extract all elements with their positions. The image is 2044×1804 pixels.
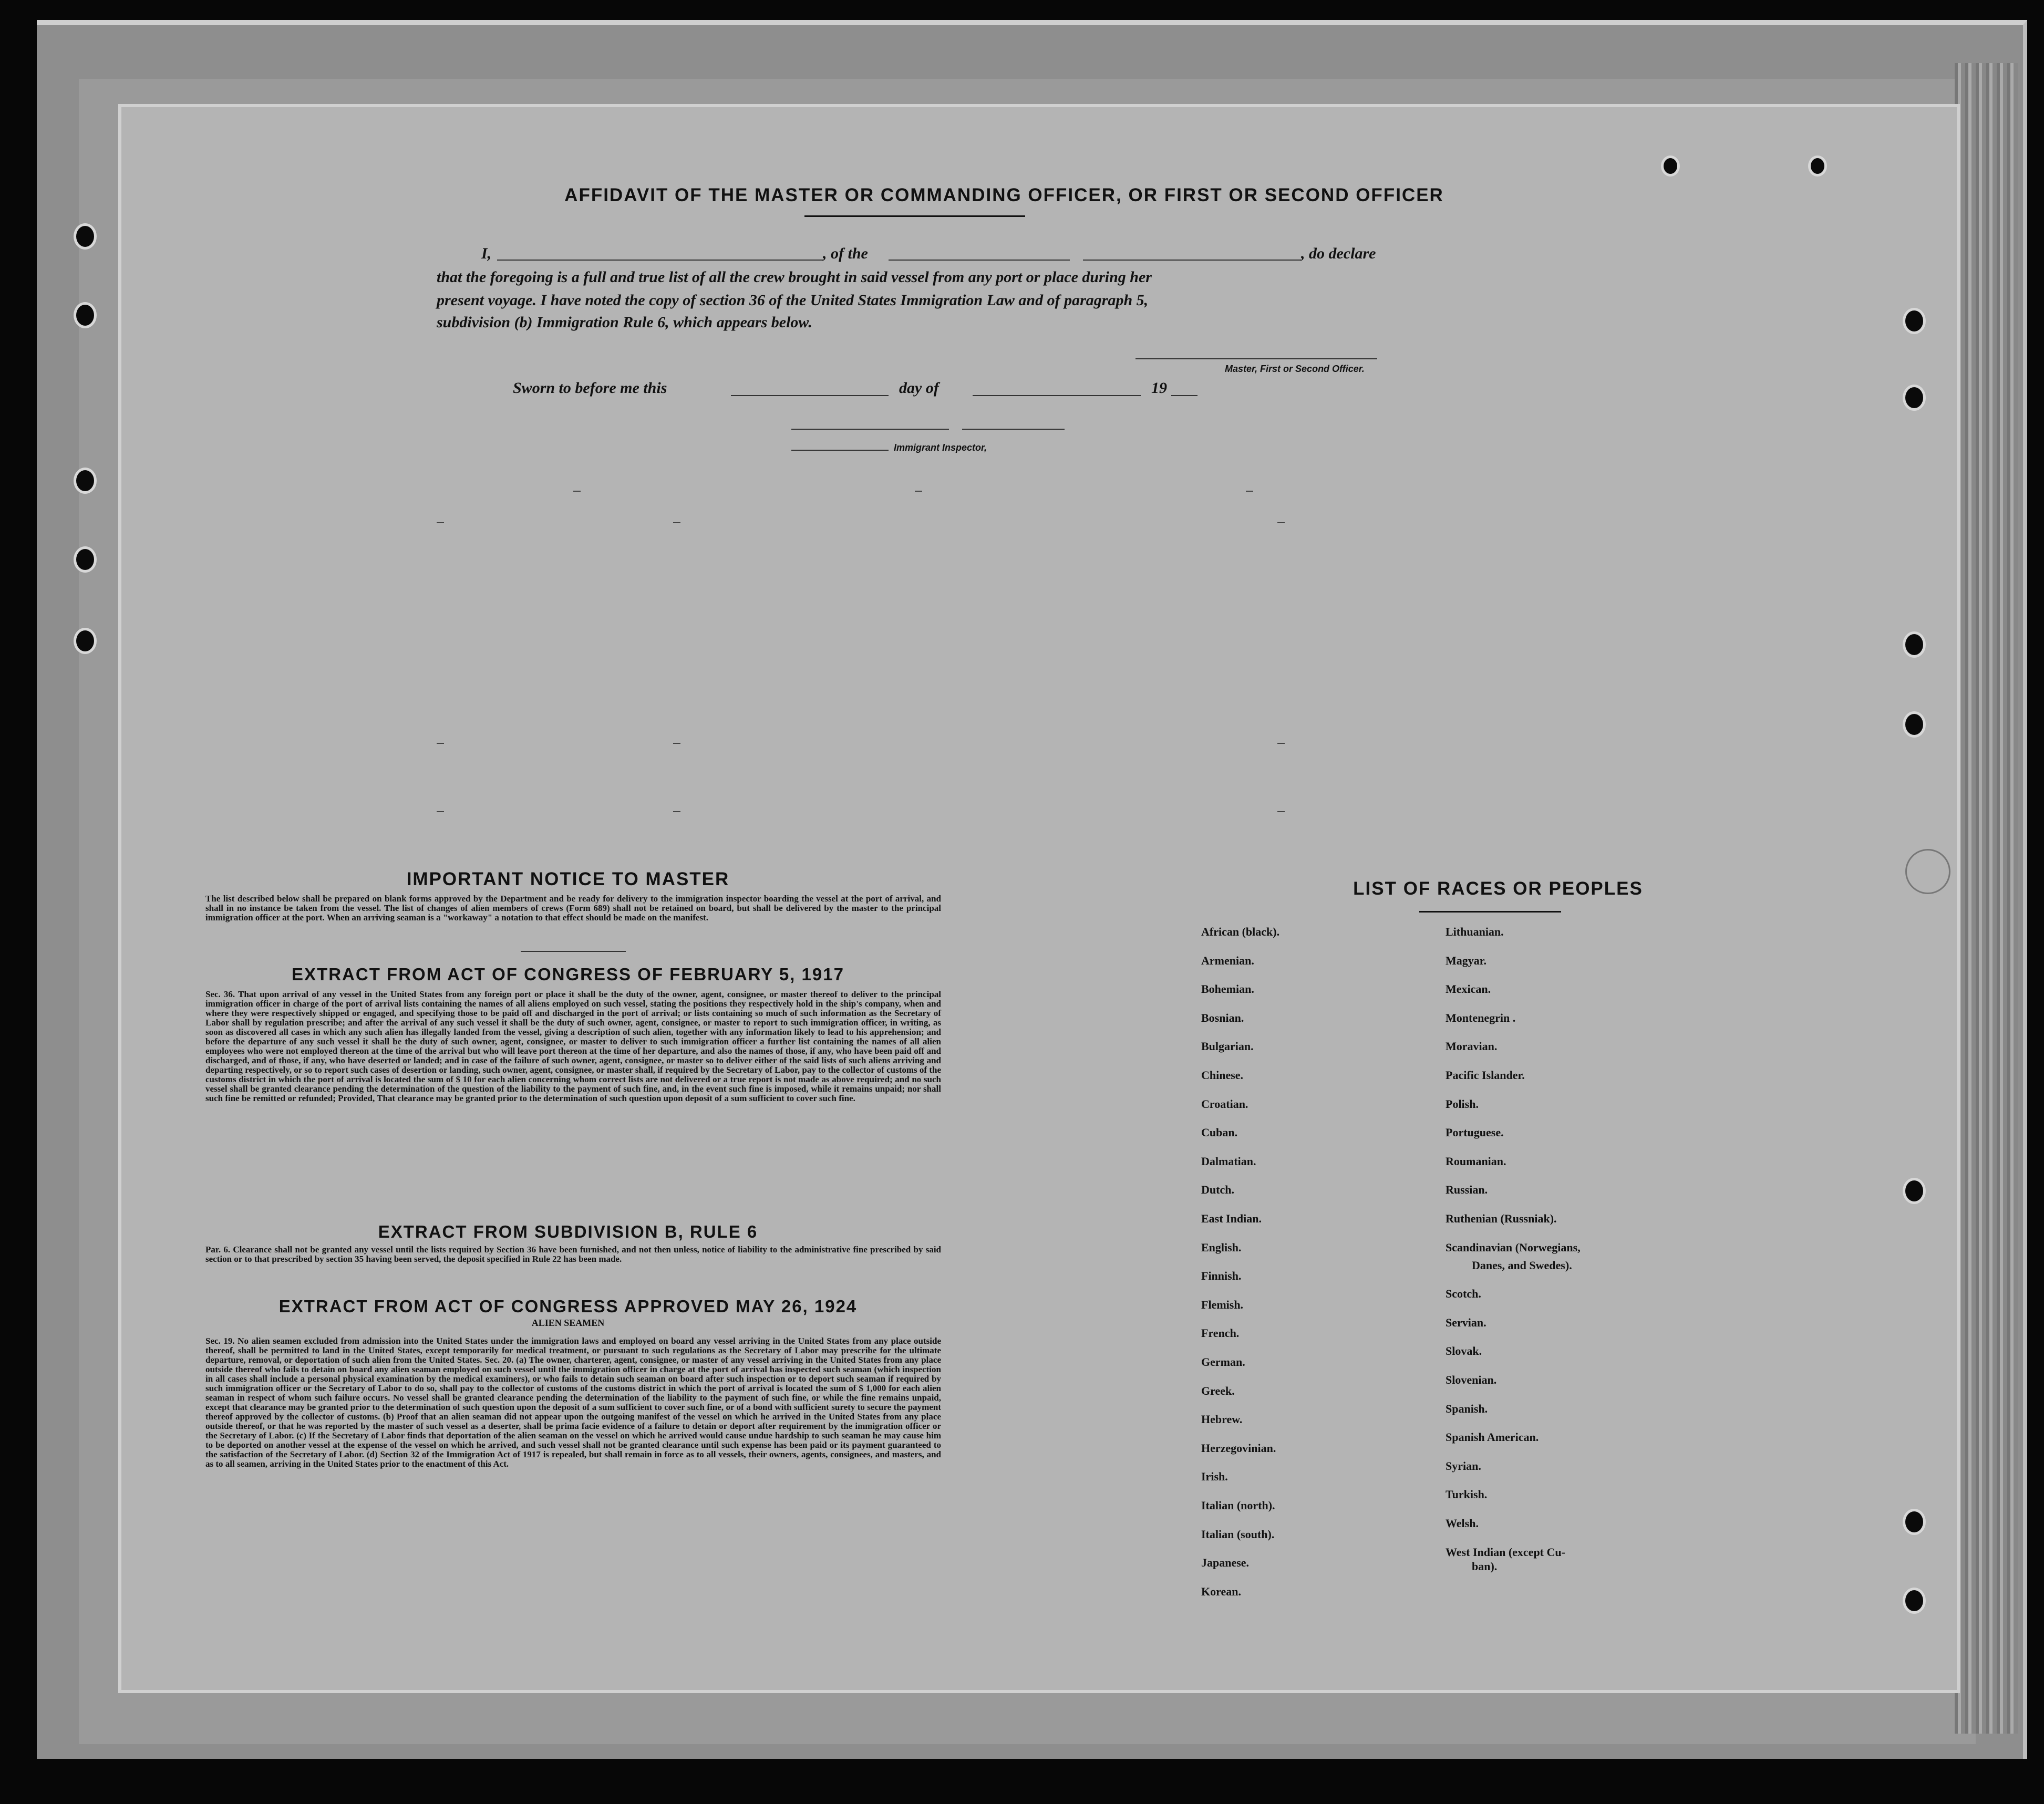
race-item: Portuguese. [1446,1126,1504,1139]
race-item: West Indian (except Cu- [1446,1545,1565,1559]
race-item: Magyar. [1446,953,1487,967]
binder-hole [74,223,97,250]
race-item: Scandinavian (Norwegians, [1446,1240,1581,1254]
year-blank[interactable] [1171,395,1198,396]
extract-1924-text: Sec. 19. No alien seamen excluded from admission into the United States under the immigration laws and employed on board any vessel arriving in the United States from any place outside thereof, shall be permitted to land in the United States, except temporarily for medical treatment, or pursuant to such regulations as the Secretary of Labor may prescribe for the ultimate departure, removal, or deportation of such alien from the United States. Sec. 20. (a) The owner, charterer, agent, consignee, or master of any vessel arriving in the United States from any place outside thereof who fails to detain on board any alien seaman employed on such vessel until the immigration officer in charge at the port of arrival has inspected such seaman (which inspection in all cases shall include a personal physical examination by the medical examiners), or who fails to detain such seaman on board after such inspection or to deport such seaman if required by such immigration officer or the Secretary of Labor to do so, shall pay to the collector of customs of the customs district in which the port of arrival is located the sum of $ 1,000 for each alien seaman in respect of whom such failure occurs. No vessel shall be granted clearance pending the determination of the liability to the payment of such fine, or while the fine remains unpaid, except that clearance may be granted prior to the determination of such question upon the deposit of a sum sufficient to cover such fine, or of a bond with sufficient surety to secure the payment thereof approved by the collector of customs. (b) Proof that an alien seaman did not appear upon the outgoing manifest of the vessel on which he arrived in the United States from any place outside thereof, or that he was reported by the master of such vessel as a deserter, shall be prima facie evidence of a failure to detain or deport after requirement by the immigration officer or the Secretary of Labor. (c) If the Secretary of Labor finds that deportation of the alien seaman on the vessel on which he arrived would cause undue hardship to such seaman he may cause him to be deported on another vessel at the expense of the vessel on which he arrived, and such vessel shall not be granted clearance until such expense has been paid or its payment guaranteed to the satisfaction of the Secretary of Labor. (d) Section 32 of the Immigration Act of 1917 is repealed, but shall remain in force as to all vessels, their owners, agents, consignees, and masters, and as to all seamen, arriving in the United States prior to the enactment of this Act. [205,1336,941,1469]
race-item: Croatian. [1201,1097,1248,1111]
races-title: LIST OF RACES OR PEOPLES [1353,878,1643,899]
race-item: Montenegrin . [1446,1011,1516,1024]
binder-hole [74,628,97,654]
race-item: French. [1201,1326,1240,1340]
title-underline [804,215,1025,217]
race-item: Dalmatian. [1201,1154,1256,1168]
section-divider [521,951,626,952]
bleed-mark [915,491,922,492]
binder-hole-outline [1905,849,1950,894]
extract-rule6-title: EXTRACT FROM SUBDIVISION B, RULE 6 [378,1222,758,1241]
affidavit-line-2: that the foregoing is a full and true list of all the crew brought in said vessel from any port or place during her [437,268,1152,286]
bleed-mark [573,491,581,492]
race-item: Slovak. [1446,1344,1482,1358]
binder-hole [1903,1509,1926,1535]
race-item: Roumanian. [1446,1154,1506,1168]
binder-hole [1903,711,1926,738]
race-item: Servian. [1446,1315,1486,1329]
binder-hole [1903,1178,1926,1204]
form-sheet [118,104,1960,1693]
bleed-mark [1277,811,1285,812]
race-item: Danes, and Swedes). [1472,1258,1572,1272]
race-item: Ruthenian (Russniak). [1446,1212,1557,1225]
inspector-label: Immigrant Inspector, [894,442,987,453]
notice-title: IMPORTANT NOTICE TO MASTER [406,869,730,889]
sworn-text: Sworn to before me this [513,379,667,397]
year-prefix: 19 [1151,379,1167,397]
race-item: Spanish. [1446,1402,1488,1415]
race-item: Pacific Islander. [1446,1069,1525,1082]
extract-1917-title: EXTRACT FROM ACT OF CONGRESS OF FEBRUARY 5, 1917 [292,965,844,984]
month-blank[interactable] [973,395,1141,396]
inspector-line[interactable] [791,429,949,430]
race-item: Scotch. [1446,1287,1481,1301]
race-item: Japanese. [1201,1556,1250,1570]
race-item: Welsh. [1446,1517,1479,1530]
name-blank[interactable] [497,260,823,261]
race-item: Dutch. [1201,1183,1234,1197]
affidavit-declare: , do declare [1301,245,1376,262]
race-item: Mexican. [1446,982,1491,996]
signature-line[interactable] [1135,358,1377,359]
race-item: African (black). [1201,925,1280,938]
race-item: Irish. [1201,1470,1228,1484]
notice-text: The list described below shall be prepared on blank forms approved by the Department and be ready for delivery to the immigration inspector boarding the vessel at the port of arrival, and shall in no instance be taken from the vessel. The list of changes of alien members of crews (Form 689) shall not be retained on board, but shall be delivered by the master to the principal immigration officer at the port. When an arriving seaman is a "workaway" a notation to that effect should be made on the manifest. [205,894,941,922]
day-of-text: day of [899,379,939,397]
bleed-mark [673,522,680,523]
race-item: Bosnian. [1201,1011,1244,1024]
race-item: Bohemian. [1201,982,1254,996]
affidavit-line-3: present voyage. I have noted the copy of section 36 of the United States Immigration Law and of paragraph 5, [437,292,1149,309]
race-item: Flemish. [1201,1298,1244,1311]
vessel-blank[interactable] [889,260,1070,261]
binder-hole [1903,385,1926,411]
affidavit-line-4: subdivision (b) Immigration Rule 6, which appears below. [437,314,812,331]
race-item: Syrian. [1446,1459,1481,1473]
binder-hole [74,546,97,573]
bleed-mark [437,811,444,812]
bleed-mark [437,522,444,523]
race-item: Italian (north). [1201,1499,1275,1512]
race-item: East Indian. [1201,1212,1262,1225]
extract-rule6-text: Par. 6. Clearance shall not be granted any vessel until the lists required by Section 36 have been furnished, and not then unless, notice of liability to the administrative fine prescribed by said section or to that prescribed by section 35 having been served, the deposit specified in Rule 22 has been made. [205,1245,941,1264]
bleed-mark [437,743,444,744]
race-item: Herzegovinian. [1201,1441,1276,1455]
binder-hole [74,302,97,328]
race-item: Cuban. [1201,1126,1238,1139]
race-item: Armenian. [1201,953,1254,967]
page-edges [1955,63,2018,1734]
binder-hole [1808,155,1827,177]
bleed-mark [1277,522,1285,523]
race-item: German. [1201,1355,1245,1368]
affidavit-title: AFFIDAVIT OF THE MASTER OR COMMANDING OFFICER, OR FIRST OR SECOND OFFICER [564,185,1444,205]
race-item: Greek. [1201,1384,1235,1397]
bleed-mark [673,743,680,744]
race-item: Hebrew. [1201,1413,1243,1426]
binder-hole [1661,155,1680,177]
race-item: Slovenian. [1446,1373,1497,1387]
bleed-mark [673,811,680,812]
inspector-line-2[interactable] [962,429,1065,430]
affidavit-i: I, [481,245,492,262]
race-item: Bulgarian. [1201,1040,1254,1053]
signature-label: Master, First or Second Officer. [1225,364,1365,374]
extract-1924-title: EXTRACT FROM ACT OF CONGRESS APPROVED MAY 26, 1924 [278,1297,858,1316]
binder-hole [1903,631,1926,658]
bleed-mark [1277,743,1285,744]
race-item: Turkish. [1446,1488,1488,1501]
race-item: Finnish. [1201,1269,1242,1283]
races-title-underline [1419,911,1561,913]
binder-hole [1903,1588,1926,1614]
race-item: Polish. [1446,1097,1479,1111]
binder-hole [1903,308,1926,334]
sworn-day-blank[interactable] [731,395,889,396]
inspector-line-3[interactable] [791,450,889,451]
race-item: Korean. [1201,1584,1241,1598]
race-item: Russian. [1446,1183,1488,1197]
bleed-mark [1246,491,1253,492]
vessel-blank-2[interactable] [1083,260,1301,261]
extract-1924-subtitle: ALIEN SEAMEN [531,1318,605,1328]
race-item: ban). [1472,1559,1498,1573]
race-item: Spanish American. [1446,1430,1539,1444]
race-item: Italian (south). [1201,1527,1275,1541]
binder-hole [74,468,97,494]
race-item: English. [1201,1240,1242,1254]
race-item: Lithuanian. [1446,925,1504,938]
race-item: Moravian. [1446,1040,1498,1053]
race-item: Chinese. [1201,1069,1244,1082]
affidavit-of-the: , of the [823,245,868,262]
extract-1917-text: Sec. 36. That upon arrival of any vessel in the United States from any foreign port or place it shall be the duty of the owner, agent, consignee, or master thereof to deliver to the principal immigration officer in charge of the port of arrival lists containing the names of all aliens employed on such vessel, stating the positions they respectively hold in the ship's company, when and where they were respectively shipped or engaged, and specifying those to be paid off and discharged in the port of arrival; or lists containing so much of such information as the Secretary of Labor shall by regulation prescribe; and after the arrival of any such vessel it shall be the duty of such owner, agent, consignee, or master to report to such immigration officer, in writing, as soon as discovered all cases in which any such alien has illegally landed from the vessel, giving a description of such alien, together with any information likely to lead to his apprehension; and before the departure of any such vessel it shall be the duty of such owner, agent, consignee, or master to deliver to such immigration officer a further list containing the names of all alien employees who were not employed thereon at the time of the arrival but who will leave port thereon at the time of her departure, and also the names of those, if any, who have been paid off and discharged, and of those, if any, who have deserted or landed; and in case of the failure of such owner, agent, consignee, or master so to deliver either of the said lists of such aliens arriving and departing respectively, or so to report such cases of desertion or landing, such owner, agent, consignee, or master shall, if required by the Secretary of Labor, pay to the collector of customs of the customs district in which the port of arrival is located the sum of $ 10 for each alien concerning whom correct lists are not delivered or a true report is not made as above required; and no such vessel shall be granted clearance pending the determination of the question of the liability to the payment of such fine, and, in the event such fine is imposed, while it remains unpaid; nor shall such fine be remitted or refunded; Provided, That clearance may be granted prior to the determination of such question upon deposit of a sum sufficient to cover such fine. [205,989,941,1103]
